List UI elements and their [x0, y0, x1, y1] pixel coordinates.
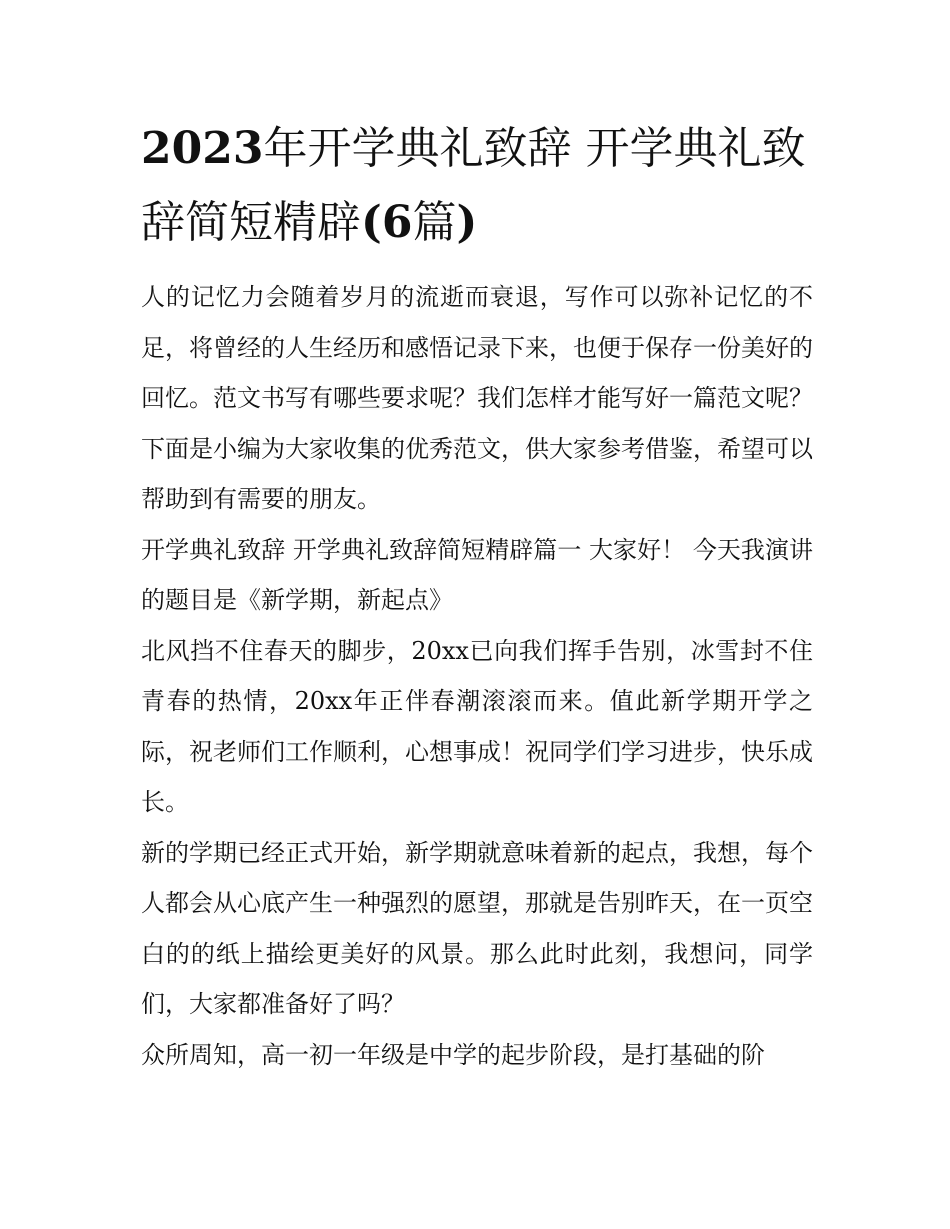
- title-count-close: ): [456, 197, 478, 248]
- title-year: 2023: [141, 123, 264, 174]
- paragraph-heading-speech: 开学典礼致辞 开学典礼致辞简短精辟篇一 大家好！ 今天我演讲的题目是《新学期，新起点》: [141, 535, 813, 614]
- title-text: 年开学典礼致辞 开学典礼致辞简短精辟: [141, 123, 806, 248]
- paragraph-spring: 北风挡不住春天的脚步，20xx已向我们挥手告别，冰雪封不住青春的热情，20xx年正伴春潮滚滚而来。值此新学期开学之际，祝老师们工作顺利，心想事成！祝同学们学习进步，快乐成长。: [141, 636, 813, 816]
- document-title: [141, 112, 813, 260]
- title-count-unit: 篇: [412, 197, 457, 248]
- document-content: [141, 112, 813, 1080]
- paragraph-grade-stage: 众所周知，高一初一年级是中学的起步阶段，是打基础的阶: [141, 1040, 765, 1069]
- paragraph-new-semester: 新的学期已经正式开始，新学期就意味着新的起点，我想，每个人都会从心底产生一种强烈的愿望，那就是告别昨天，在一页空白的的纸上描绘更美好的风景。那么此时此刻，我想问，同学们，大家都准备好了吗？: [141, 838, 813, 1018]
- title-count: (6: [361, 197, 413, 248]
- paragraph-intro: 人的记忆力会随着岁月的流逝而衰退，写作可以弥补记忆的不足，将曾经的人生经历和感悟记录下来，也便于保存一份美好的回忆。范文书写有哪些要求呢？我们怎样才能写好一篇范文呢？下面是小编为大家收集的优秀范文，供大家参考借鉴，希望可以帮助到有需要的朋友。: [141, 283, 813, 513]
